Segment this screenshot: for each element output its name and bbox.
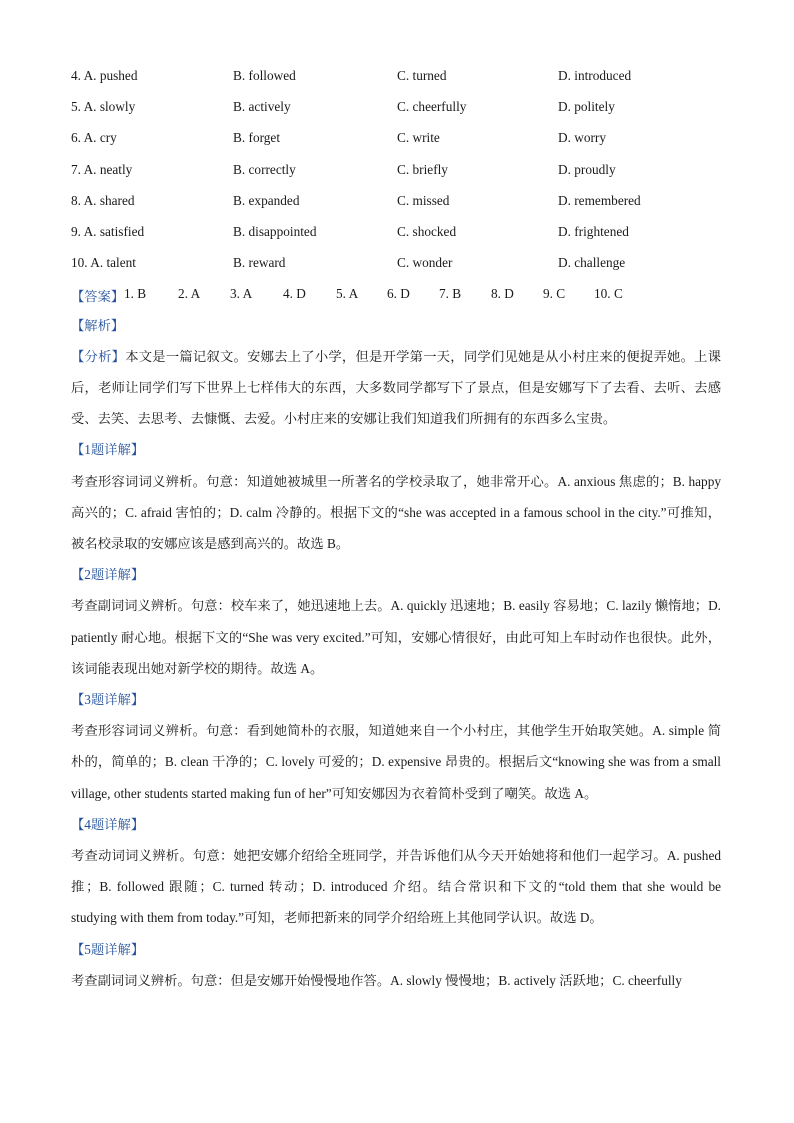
option-row <box>71 185 721 216</box>
option-item: D. remembered <box>558 192 641 208</box>
answer-item: 7. B <box>439 286 462 302</box>
option-item: B. followed <box>233 68 296 83</box>
option-row <box>71 154 721 185</box>
answer-item: 3. A <box>230 286 253 302</box>
option-item: B. reward <box>233 255 286 271</box>
summary-text: 本文是一篇记叙文。安娜去上了小学，但是开学第一天，同学们见她是从小村庄来的便捉弄她。上课后，老师让同学们写下世界上七样伟大的东西，大多数同学都写下了景点，但是安娜写下了去看、去听、去感受、去笑、去思考、去慷慨、去爱。小村庄来的安娜让我们知道我们所拥有的东西多么宝贵。 <box>71 348 721 427</box>
answer-label: 【答案】 <box>71 289 125 305</box>
option-item: D. challenge <box>558 255 626 271</box>
option-item: C. shocked <box>397 223 457 239</box>
option-item: C. write <box>397 130 440 146</box>
option-item: D. politely <box>558 99 615 115</box>
option-item: D. proudly <box>558 161 616 177</box>
summary-paragraph <box>71 341 721 435</box>
detail-paragraph: 考查副词词义辨析。句意：校车来了，她迅速地上去。A. quickly 迅速地；B. easily 容易地；C. lazily 懒惰地；D. patiently 耐心地。根据下文的“She was very excited.”可知，安娜心情很好，由此可知上车时动作也很快。此外，该词能表现出她对新学校的期待。故选 A。 <box>71 598 721 676</box>
option-item: 6. A. cry <box>71 130 117 146</box>
summary-label: 【分析】 <box>71 348 126 364</box>
detail-heading: 【3题详解】 <box>71 691 145 707</box>
option-item: D. frightened <box>558 223 629 239</box>
option-item: 7. A. neatly <box>71 161 133 177</box>
answer-item: 6. D <box>387 286 410 302</box>
option-row <box>71 216 721 247</box>
option-row <box>71 247 721 278</box>
option-item: B. forget <box>233 130 281 146</box>
option-item: B. disappointed <box>233 223 317 239</box>
answer-item: 10. C <box>594 286 623 302</box>
option-item: C. missed <box>397 192 450 208</box>
answer-item: 4. D <box>283 286 306 302</box>
option-item: C. briefly <box>397 161 448 177</box>
option-item: 10. A. talent <box>71 255 136 271</box>
option-item: C. cheerfully <box>397 99 467 115</box>
option-row <box>71 122 721 153</box>
option-item: B. actively <box>233 99 291 115</box>
detail-heading: 【4题详解】 <box>71 816 145 832</box>
option-row <box>71 60 721 91</box>
document-page <box>71 60 721 996</box>
detail-heading: 【1题详解】 <box>71 442 145 458</box>
options-block <box>71 60 721 278</box>
option-row <box>71 91 721 122</box>
detail-paragraph: 考查副词词义辨析。句意：但是安娜开始慢慢地作答。A. slowly 慢慢地；B. actively 活跃地；C. cheerfully <box>71 972 682 988</box>
answer-item: 2. A <box>178 286 201 302</box>
answer-line <box>71 278 721 309</box>
option-item: B. expanded <box>233 192 300 208</box>
option-item: D. worry <box>558 130 607 146</box>
answer-item: 9. C <box>543 286 566 302</box>
option-item: 9. A. satisfied <box>71 223 145 239</box>
detail-paragraph: 考查动词词义辨析。句意：她把安娜介绍给全班同学，并告诉他们从今天开始她将和他们一起学习。A. pushed 推；B. followed 跟随；C. turned 转动；D. introduced 介绍。结合常识和下文的“told them that she would be studying with them from today.”可知，老师把新来的同学介绍给班上其他同学认识。故选 D。 <box>71 847 721 926</box>
option-item: 4. A. pushed <box>71 68 138 83</box>
details-block <box>71 434 721 996</box>
analysis-label: 【解析】 <box>71 317 125 333</box>
answer-item: 1. B <box>124 286 147 302</box>
detail-heading: 【2题详解】 <box>71 567 145 583</box>
answer-item: 5. A <box>336 286 359 302</box>
option-item: D. introduced <box>558 68 632 83</box>
option-item: 5. A. slowly <box>71 99 136 115</box>
option-item: C. wonder <box>397 255 453 271</box>
detail-heading: 【5题详解】 <box>71 941 145 957</box>
option-item: 8. A. shared <box>71 192 135 208</box>
detail-paragraph: 考查形容词词义辨析。句意：看到她简朴的衣服，知道她来自一个小村庄，其他学生开始取笑她。A. simple 简朴的，简单的；B. clean 干净的；C. lovely 可爱的；D. expensive 昂贵的。根据后文“knowing she was from a small village, other students started making fun of her”可知安娜因为衣着简朴受到了嘲笑。故选 A。 <box>71 723 721 801</box>
answer-item: 8. D <box>491 286 514 302</box>
detail-paragraph: 考查形容词词义辨析。句意：知道她被城里一所著名的学校录取了，她非常开心。A. anxious 焦虑的；B. happy 高兴的；C. afraid 害怕的；D. calm 冷静的。根据下文的“she was accepted in a famous school in the city.”可推知，被名校录取的安娜应该是感到高兴的。故选 B。 <box>71 473 721 551</box>
option-item: B. correctly <box>233 161 296 177</box>
option-item: C. turned <box>397 68 447 83</box>
